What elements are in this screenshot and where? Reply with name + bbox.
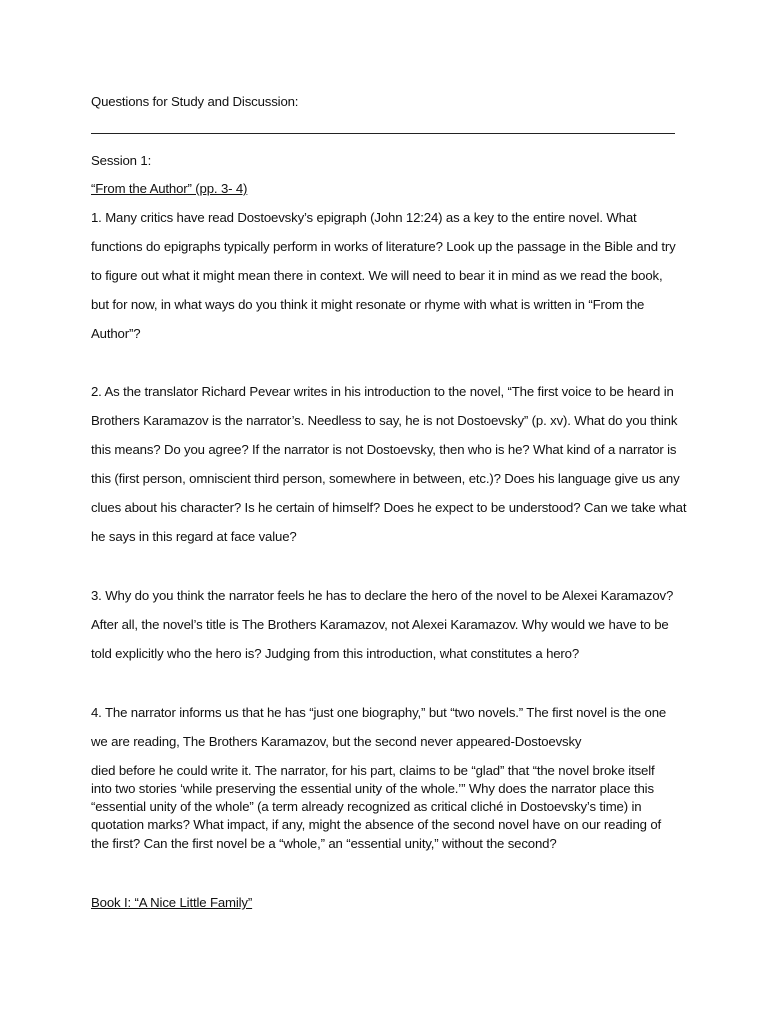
page-title: Questions for Study and Discussion: [91, 94, 299, 109]
question-4-line: into two stories ‘while preserving the essential unity of the whole.’” Why does the narrator place this [91, 781, 654, 796]
question-1-line: Author”? [91, 326, 141, 341]
section-heading-from-the-author: “From the Author” (pp. 3- 4) [91, 181, 248, 196]
question-4-line: “essential unity of the whole” (a term already recognized as critical cliché in Dostoevsky’s time) in [91, 799, 642, 814]
question-4-line: the first? Can the first novel be a “whole,” an “essential unity,” without the second? [91, 836, 557, 851]
question-4-line: died before he could write it. The narrator, for his part, claims to be “glad” that “the novel broke itself [91, 763, 655, 778]
question-3-line: After all, the novel’s title is The Brothers Karamazov, not Alexei Karamazov. Why would we have to be [91, 617, 669, 632]
question-3-line: 3. Why do you think the narrator feels he has to declare the hero of the novel to be Alexei Karamazov? [91, 588, 674, 603]
question-4-line: quotation marks? What impact, if any, might the absence of the second novel have on our reading of [91, 817, 662, 832]
question-1-line: 1. Many critics have read Dostoevsky’s epigraph (John 12:24) as a key to the entire novel. What [91, 210, 637, 225]
book-heading: Book I: “A Nice Little Family” [91, 895, 253, 910]
question-3-line: told explicitly who the hero is? Judging from this introduction, what constitutes a hero? [91, 646, 580, 661]
question-2-line: Brothers Karamazov is the narrator’s. Needless to say, he is not Dostoevsky” (p. xv). What do you think [91, 413, 678, 428]
question-1-line: functions do epigraphs typically perform in works of literature? Look up the passage in the Bible and try [91, 239, 676, 254]
session-label: Session 1: [91, 153, 152, 168]
question-2-line: this (first person, omniscient third person, somewhere in between, etc.)? Does his language give us any [91, 471, 680, 486]
question-2-line: this means? Do you agree? If the narrator is not Dostoevsky, then who is he? What kind of a narrator is [91, 442, 677, 457]
question-4-line: 4. The narrator informs us that he has “just one biography,” but “two novels.” The first novel is the one [91, 705, 667, 720]
question-4-line: we are reading, The Brothers Karamazov, but the second never appeared-Dostoevsky [91, 734, 582, 749]
question-1-line: to figure out what it might mean there in context. We will need to bear it in mind as we read the book, [91, 268, 663, 283]
question-2-line: clues about his character? Is he certain of himself? Does he expect to be understood? Can we take what [91, 500, 687, 515]
horizontal-rule [91, 133, 675, 134]
question-1-line: but for now, in what ways do you think it might resonate or rhyme with what is written in “From the [91, 297, 645, 312]
question-2-line: he says in this regard at face value? [91, 529, 297, 544]
question-2-line: 2. As the translator Richard Pevear writes in his introduction to the novel, “The first voice to be heard in [91, 384, 674, 399]
